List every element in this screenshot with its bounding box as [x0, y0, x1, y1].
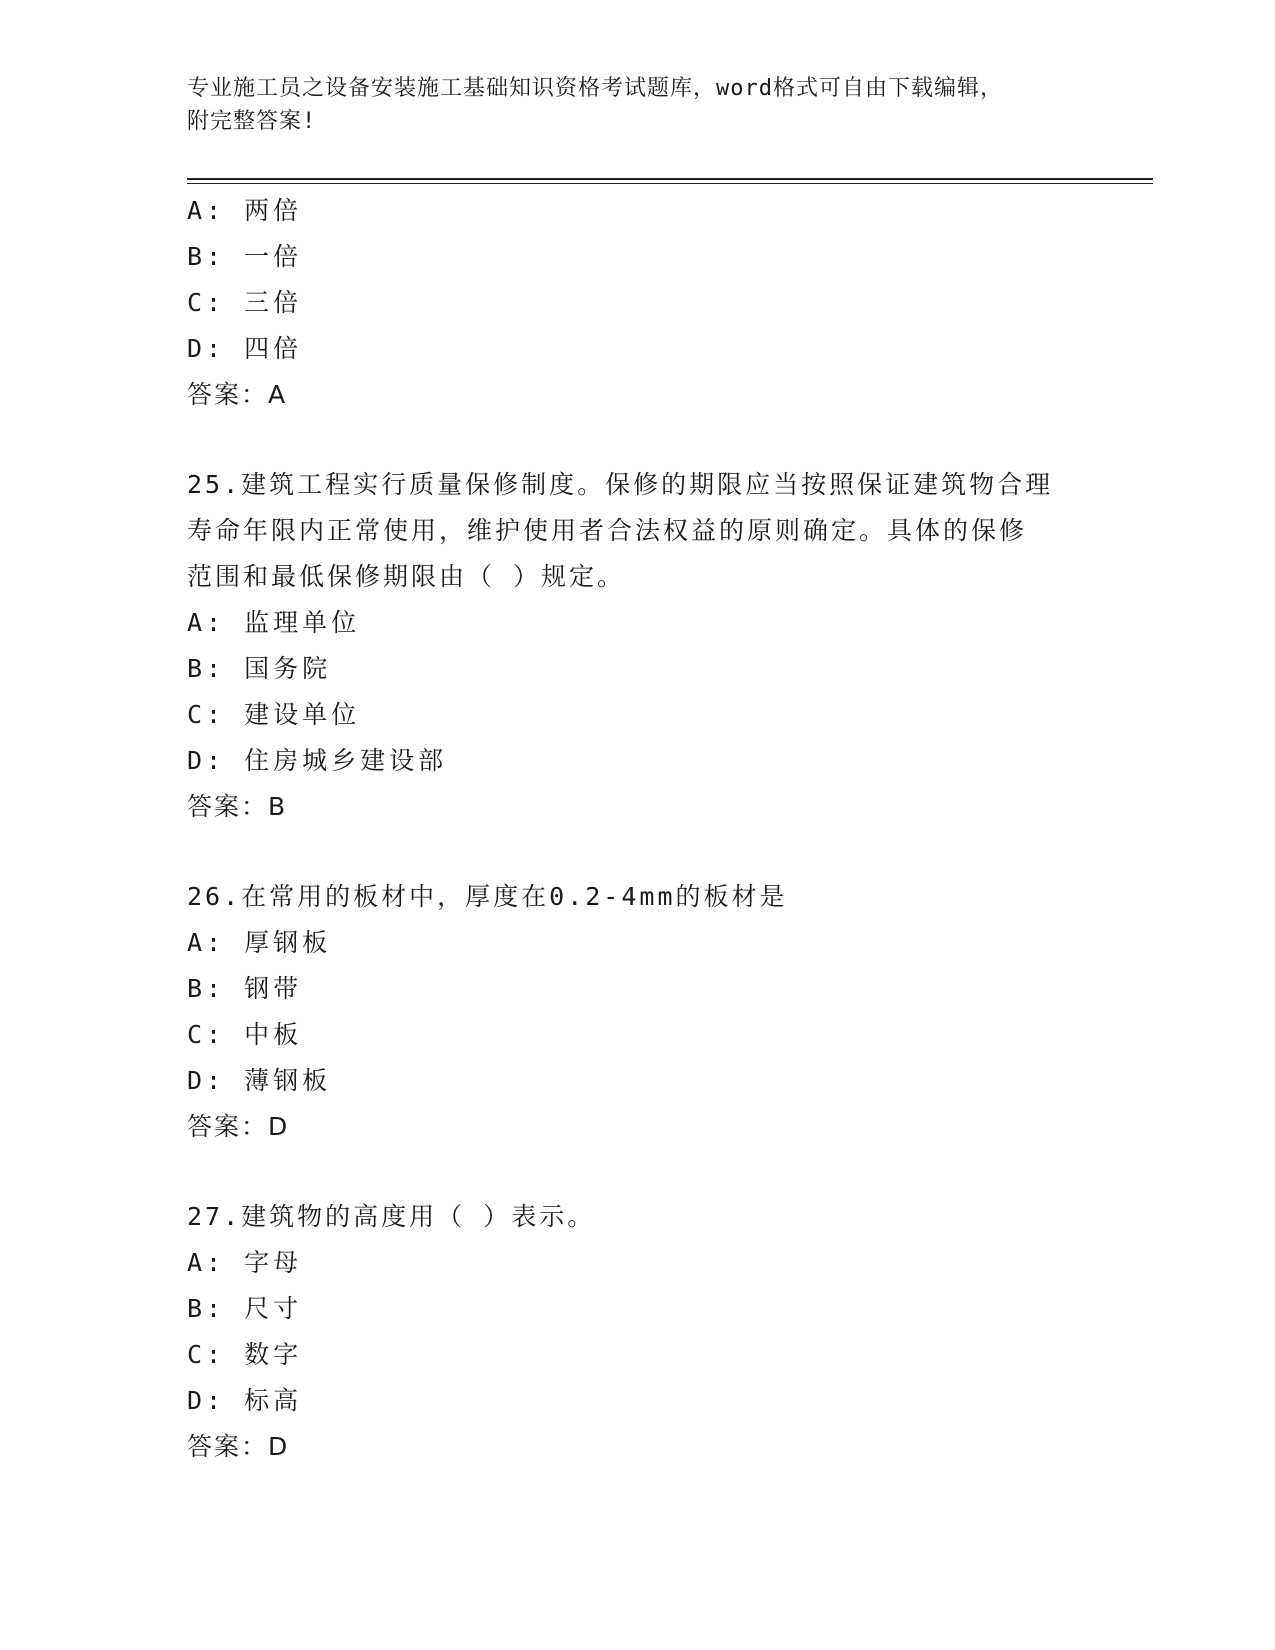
question-24	[187, 188, 1087, 418]
answer: 答案：D	[187, 1112, 290, 1141]
option-a: A: 厚钢板	[187, 928, 332, 957]
option-a: A: 两倍	[187, 196, 303, 225]
option-b: B: 尺寸	[187, 1294, 303, 1323]
answer: 答案：D	[187, 1432, 290, 1461]
header-divider	[187, 178, 1153, 184]
question-26	[187, 874, 1087, 1150]
question-list	[187, 188, 1087, 1470]
option-d: D: 住房城乡建设部	[187, 746, 448, 775]
option-a: A: 字母	[187, 1248, 303, 1277]
document-header	[187, 72, 1087, 138]
question-stem-line: 寿命年限内正常使用，维护使用者合法权益的原则确定。具体的保修	[187, 516, 1028, 545]
question-25	[187, 462, 1087, 830]
header-line-2: 附完整答案!	[187, 109, 317, 134]
question-27	[187, 1194, 1087, 1470]
option-d: D: 四倍	[187, 334, 303, 363]
option-b: B: 钢带	[187, 974, 303, 1003]
question-stem-line: 26.在常用的板材中，厚度在0.2-4mm的板材是	[187, 882, 788, 911]
option-d: D: 薄钢板	[187, 1066, 332, 1095]
question-stem-line: 25.建筑工程实行质量保修制度。保修的期限应当按照保证建筑物合理	[187, 470, 1054, 499]
option-b: B: 国务院	[187, 654, 332, 683]
answer: 答案：A	[187, 380, 288, 409]
option-b: B: 一倍	[187, 242, 303, 271]
question-stem-line: 范围和最低保修期限由（ ）规定。	[187, 562, 626, 591]
option-c: C: 数字	[187, 1340, 303, 1369]
header-line-1: 专业施工员之设备安装施工基础知识资格考试题库，word格式可自由下载编辑，	[187, 76, 1003, 101]
option-c: C: 建设单位	[187, 700, 361, 729]
option-c: C: 三倍	[187, 288, 303, 317]
answer: 答案：B	[187, 792, 288, 821]
option-d: D: 标高	[187, 1386, 303, 1415]
option-a: A: 监理单位	[187, 608, 361, 637]
question-stem-line: 27.建筑物的高度用（ ）表示。	[187, 1202, 596, 1231]
option-c: C: 中板	[187, 1020, 303, 1049]
